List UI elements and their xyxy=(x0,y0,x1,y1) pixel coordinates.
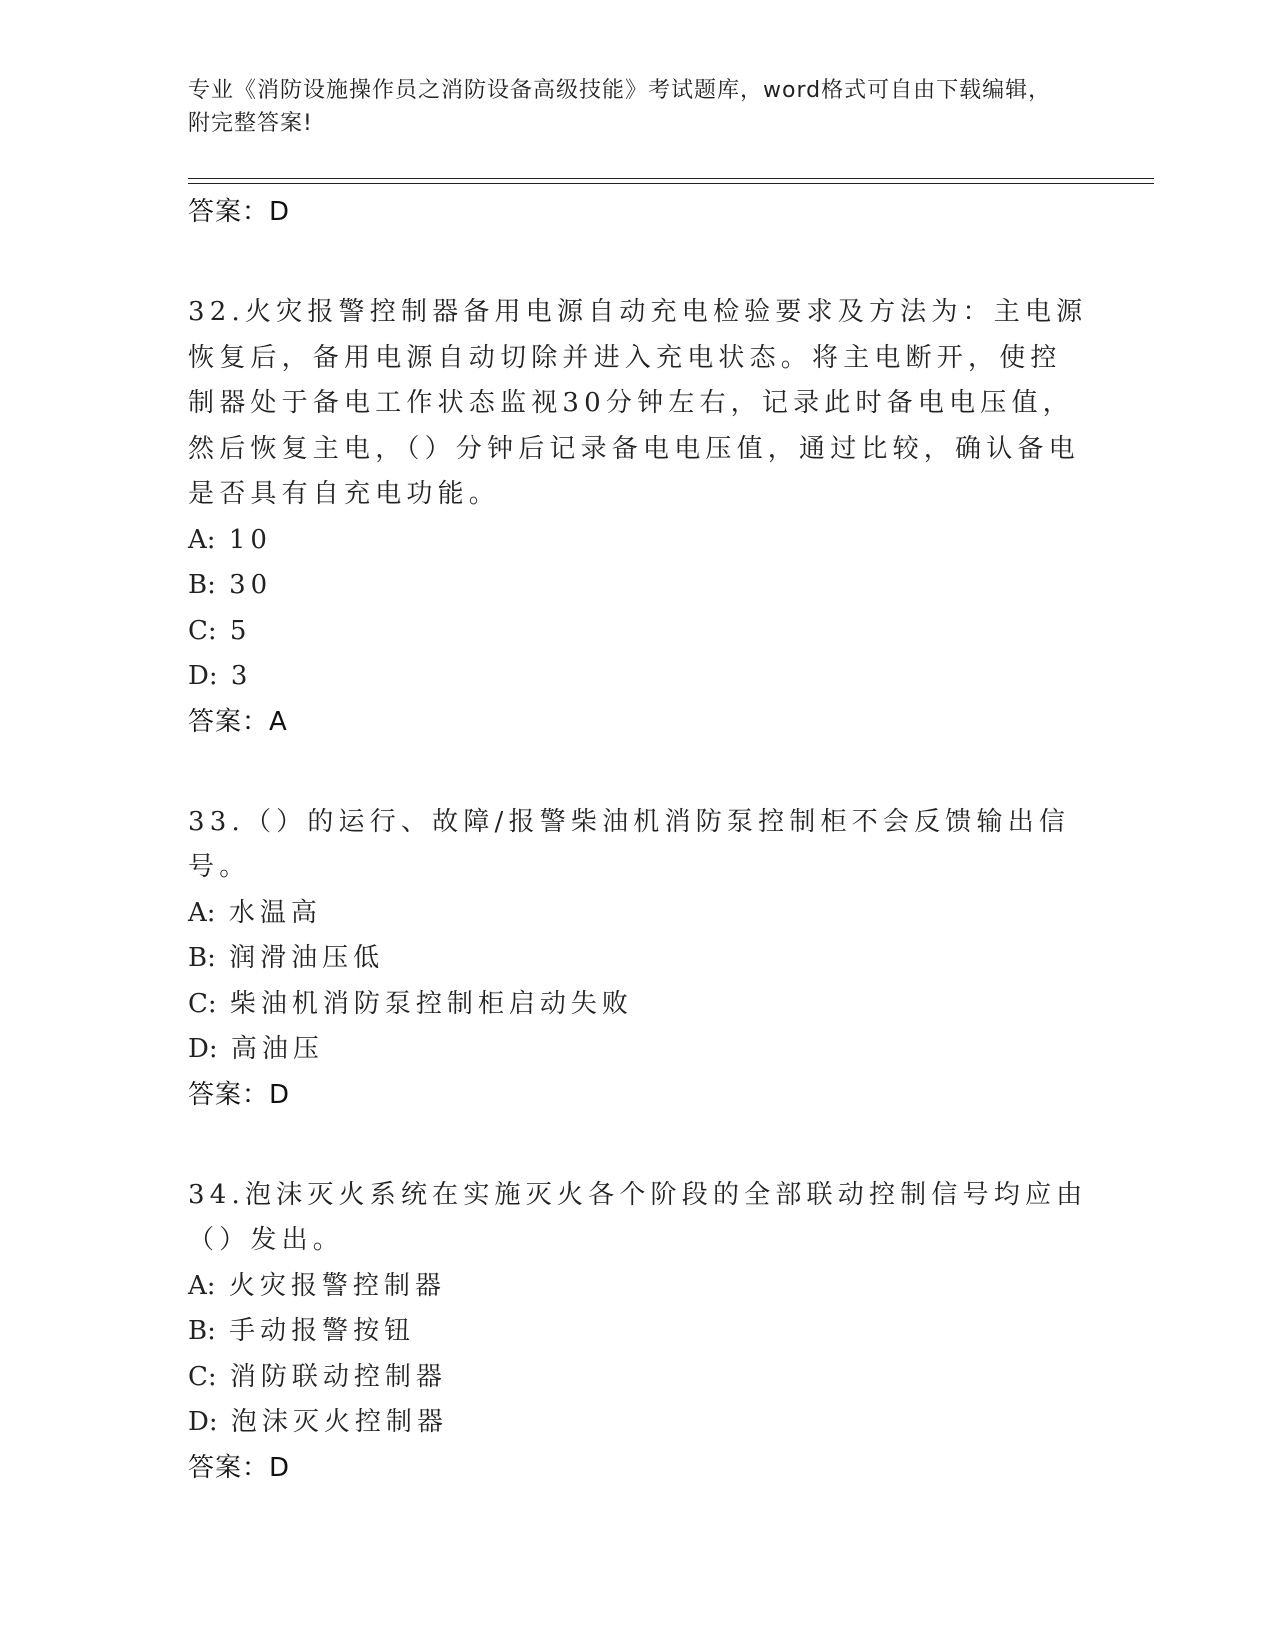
option-c xyxy=(188,609,1088,655)
option-label: D: xyxy=(188,1407,218,1437)
option-text: 柴油机消防泵控制柜启动失败 xyxy=(229,988,633,1019)
spacer xyxy=(188,234,1088,290)
option-c xyxy=(188,1355,1088,1401)
option-a xyxy=(188,518,1088,564)
option-b xyxy=(188,936,1088,982)
option-label: A: xyxy=(188,1270,216,1301)
question-text: 32.火灾报警控制器备用电源自动充电检验要求及方法为：主电源恢复后，备用电源自动切除并进入充电状态。将主电断开，使控制器处于备电工作状态监视30分钟左右，记录此时备电电压值，然后恢复主电，（）分钟后记录备电电压值，通过比较，确认备电是否具有自充电功能。 xyxy=(188,297,1088,509)
answer-33: 答案：D xyxy=(188,1079,291,1110)
option-label: B: xyxy=(188,570,216,600)
option-label: C: xyxy=(188,988,217,1019)
question-text: 34.泡沫灭火系统在实施灭火各个阶段的全部联动控制信号均应由（）发出。 xyxy=(188,1179,1088,1255)
option-d xyxy=(188,1400,1088,1446)
question-block-32 xyxy=(188,290,1088,744)
page-header: 专业《消防设施操作员之消防设备高级技能》考试题库，word格式可自由下载编辑，附完整答案! xyxy=(188,78,1052,136)
option-label: D: xyxy=(188,1034,218,1064)
answer-34: 答案：D xyxy=(188,1452,291,1483)
spacer xyxy=(188,744,1088,800)
option-text: 消防联动控制器 xyxy=(229,1361,447,1392)
option-b xyxy=(188,1309,1088,1355)
option-d xyxy=(188,1027,1088,1073)
option-label: C: xyxy=(188,1361,217,1392)
document-body xyxy=(188,190,1088,1490)
question-text: 33.（）的运行、故障/报警柴油机消防泵控制柜不会反馈输出信号。 xyxy=(188,806,1071,882)
answer-32: 答案：A xyxy=(188,706,288,737)
option-label: B: xyxy=(188,943,216,973)
option-label: D: xyxy=(188,661,218,691)
option-label: B: xyxy=(188,1316,216,1346)
option-label: C: xyxy=(188,615,217,646)
question-block-33 xyxy=(188,800,1088,1117)
option-b xyxy=(188,563,1088,609)
header-rule-top xyxy=(188,178,1154,179)
header-rule-bottom xyxy=(188,183,1154,184)
option-text: 3 xyxy=(230,661,253,691)
option-a xyxy=(188,1264,1088,1310)
question-block-34 xyxy=(188,1173,1088,1490)
option-text: 30 xyxy=(229,570,273,600)
option-c xyxy=(188,982,1088,1028)
option-text: 火灾报警控制器 xyxy=(228,1270,446,1301)
option-text: 高油压 xyxy=(230,1034,324,1064)
option-text: 水温高 xyxy=(228,897,322,928)
option-text: 10 xyxy=(228,524,272,555)
spacer xyxy=(188,1117,1088,1173)
option-text: 5 xyxy=(229,615,252,646)
option-text: 泡沫灭火控制器 xyxy=(230,1407,448,1437)
option-label: A: xyxy=(188,897,216,928)
option-text: 润滑油压低 xyxy=(229,943,385,973)
option-label: A: xyxy=(188,524,216,555)
option-a xyxy=(188,891,1088,937)
option-d xyxy=(188,654,1088,700)
option-text: 手动报警按钮 xyxy=(229,1316,416,1346)
answer-previous: 答案：D xyxy=(188,197,291,227)
